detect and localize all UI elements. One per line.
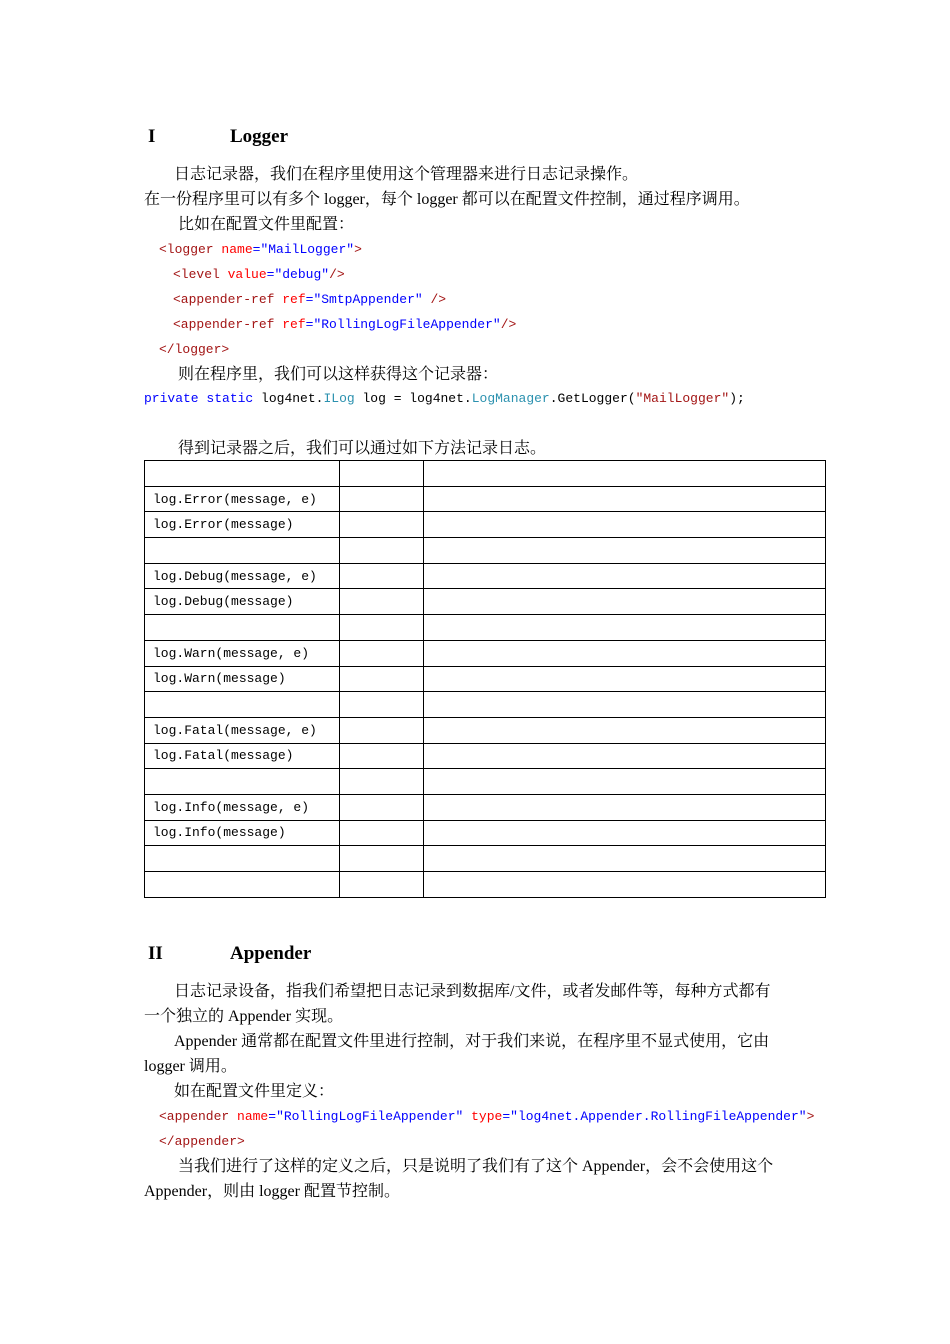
table-cell bbox=[145, 769, 340, 795]
table-row bbox=[145, 794, 826, 820]
table-cell: log.Fatal(message, e) bbox=[145, 717, 340, 743]
table-cell bbox=[424, 486, 826, 512]
xml-attr: ref bbox=[282, 292, 306, 307]
xml-tag: <appender-ref bbox=[173, 317, 275, 332]
table-cell bbox=[145, 538, 340, 564]
table-cell bbox=[424, 794, 826, 820]
table-cell bbox=[145, 872, 340, 898]
table-cell bbox=[340, 794, 424, 820]
table-cell: log.Error(message) bbox=[145, 512, 340, 538]
table-cell bbox=[424, 820, 826, 846]
paragraph: logger 调用。 bbox=[144, 1058, 237, 1075]
table-cell bbox=[340, 717, 424, 743]
table-row bbox=[145, 872, 826, 898]
table-cell bbox=[424, 717, 826, 743]
xml-tag: <appender bbox=[159, 1109, 230, 1124]
keyword: private bbox=[144, 391, 199, 406]
table-cell bbox=[340, 486, 424, 512]
table-cell bbox=[340, 872, 424, 898]
table-cell bbox=[145, 692, 340, 718]
table-cell bbox=[424, 589, 826, 615]
xml-attr: type bbox=[471, 1109, 503, 1124]
section-number: I bbox=[148, 126, 156, 147]
table-cell bbox=[424, 872, 826, 898]
table-cell: log.Warn(message) bbox=[145, 666, 340, 692]
type-name: LogManager bbox=[471, 391, 550, 406]
paragraph: 则在程序里，我们可以这样获得这个记录器： bbox=[178, 366, 499, 383]
table-cell bbox=[340, 640, 424, 666]
type-name: ILog bbox=[323, 391, 355, 406]
xml-attr: name bbox=[221, 242, 253, 257]
paragraph: Appender 通常都在配置文件里进行控制，对于我们来说，在程序里不显式使用，它由 bbox=[174, 1033, 770, 1050]
table-cell bbox=[340, 615, 424, 641]
table-cell bbox=[145, 846, 340, 872]
section-title: Logger bbox=[230, 126, 289, 147]
table-cell: log.Info(message, e) bbox=[145, 794, 340, 820]
table-cell bbox=[340, 820, 424, 846]
table-row bbox=[145, 461, 826, 487]
table-cell bbox=[145, 461, 340, 487]
xml-value: "debug" bbox=[274, 267, 330, 282]
section-title: Appender bbox=[230, 943, 312, 964]
table-cell: log.Error(message, e) bbox=[145, 486, 340, 512]
table-row bbox=[145, 615, 826, 641]
section-number: II bbox=[148, 943, 163, 964]
xml-attr: name bbox=[237, 1109, 269, 1124]
xml-value: "RollingLogFileAppender" bbox=[313, 317, 501, 332]
table-row bbox=[145, 743, 826, 769]
config-line: </appender> bbox=[159, 1134, 245, 1149]
xml-attr: value bbox=[227, 267, 267, 282]
xml-tag: <level bbox=[173, 267, 220, 282]
table-row bbox=[145, 640, 826, 666]
xml-attr: ref bbox=[282, 317, 306, 332]
string-literal: "MailLogger" bbox=[635, 391, 730, 406]
table-cell bbox=[424, 692, 826, 718]
table-cell: log.Info(message) bbox=[145, 820, 340, 846]
table-cell bbox=[340, 512, 424, 538]
xml-value: "log4net.Appender.RollingFileAppender" bbox=[510, 1109, 807, 1124]
table-cell bbox=[424, 615, 826, 641]
paragraph: 日志记录设备，指我们希望把日志记录到数据库/文件，或者发邮件等，每种方式都有 bbox=[174, 983, 771, 1000]
table-row bbox=[145, 512, 826, 538]
table-cell: log.Debug(message, e) bbox=[145, 563, 340, 589]
table-cell: log.Warn(message, e) bbox=[145, 640, 340, 666]
table-cell bbox=[340, 538, 424, 564]
table-row bbox=[145, 538, 826, 564]
table-cell bbox=[424, 846, 826, 872]
config-line: <logger name="MailLogger"> bbox=[159, 242, 362, 257]
table-row bbox=[145, 563, 826, 589]
table-cell bbox=[424, 666, 826, 692]
table-cell: log.Debug(message) bbox=[145, 589, 340, 615]
table-row bbox=[145, 820, 826, 846]
table-row bbox=[145, 666, 826, 692]
config-line: <appender-ref ref="SmtpAppender" /> bbox=[173, 292, 447, 307]
config-line: <appender-ref ref="RollingLogFileAppender"/> bbox=[173, 317, 517, 332]
table-row bbox=[145, 717, 826, 743]
table-row bbox=[145, 589, 826, 615]
xml-tag: <appender-ref bbox=[173, 292, 275, 307]
code-line: private static log4net.ILog log = log4net.LogManager.GetLogger("MailLogger"); bbox=[144, 391, 745, 406]
methods-table bbox=[144, 460, 826, 898]
xml-value: "RollingLogFileAppender" bbox=[276, 1109, 464, 1124]
config-line: <appender name="RollingLogFileAppender" type="log4net.Appender.RollingFileAppender"> bbox=[159, 1109, 815, 1124]
config-line: <level value="debug"/> bbox=[173, 267, 345, 282]
table-row bbox=[145, 769, 826, 795]
table-cell bbox=[340, 563, 424, 589]
xml-value: "MailLogger" bbox=[260, 242, 355, 257]
table-cell bbox=[340, 461, 424, 487]
keyword: static bbox=[206, 391, 254, 406]
table-cell bbox=[340, 743, 424, 769]
xml-tag: </appender bbox=[159, 1134, 238, 1149]
table-cell bbox=[145, 615, 340, 641]
table-cell bbox=[340, 589, 424, 615]
xml-tag: </logger bbox=[159, 342, 222, 357]
table-cell: log.Fatal(message) bbox=[145, 743, 340, 769]
paragraph: 如在配置文件里定义： bbox=[174, 1083, 335, 1100]
table-cell bbox=[340, 666, 424, 692]
paragraph: 在一份程序里可以有多个 logger，每个 logger 都可以在配置文件控制，通过程序调用。 bbox=[144, 191, 750, 208]
table-row bbox=[145, 486, 826, 512]
table-cell bbox=[340, 846, 424, 872]
paragraph: 比如在配置文件里配置： bbox=[178, 216, 355, 233]
config-line: </logger> bbox=[159, 342, 230, 357]
table-cell bbox=[424, 512, 826, 538]
paragraph: 当我们进行了这样的定义之后，只是说明了我们有了这个 Appender，会不会使用这个 bbox=[178, 1158, 774, 1175]
table-cell bbox=[340, 692, 424, 718]
paragraph: Appender，则由 logger 配置节控制。 bbox=[144, 1183, 400, 1200]
table-cell bbox=[424, 640, 826, 666]
xml-tag: <logger bbox=[159, 242, 214, 257]
paragraph: 得到记录器之后，我们可以通过如下方法记录日志。 bbox=[178, 440, 547, 457]
table-cell bbox=[424, 769, 826, 795]
table-cell bbox=[424, 538, 826, 564]
table-row bbox=[145, 846, 826, 872]
paragraph: 日志记录器，我们在程序里使用这个管理器来进行日志记录操作。 bbox=[174, 166, 639, 183]
table-cell bbox=[340, 769, 424, 795]
xml-value: "SmtpAppender" bbox=[313, 292, 423, 307]
table-cell bbox=[424, 461, 826, 487]
table-cell bbox=[424, 563, 826, 589]
paragraph: 一个独立的 Appender 实现。 bbox=[144, 1008, 344, 1025]
table-cell bbox=[424, 743, 826, 769]
table-row bbox=[145, 692, 826, 718]
